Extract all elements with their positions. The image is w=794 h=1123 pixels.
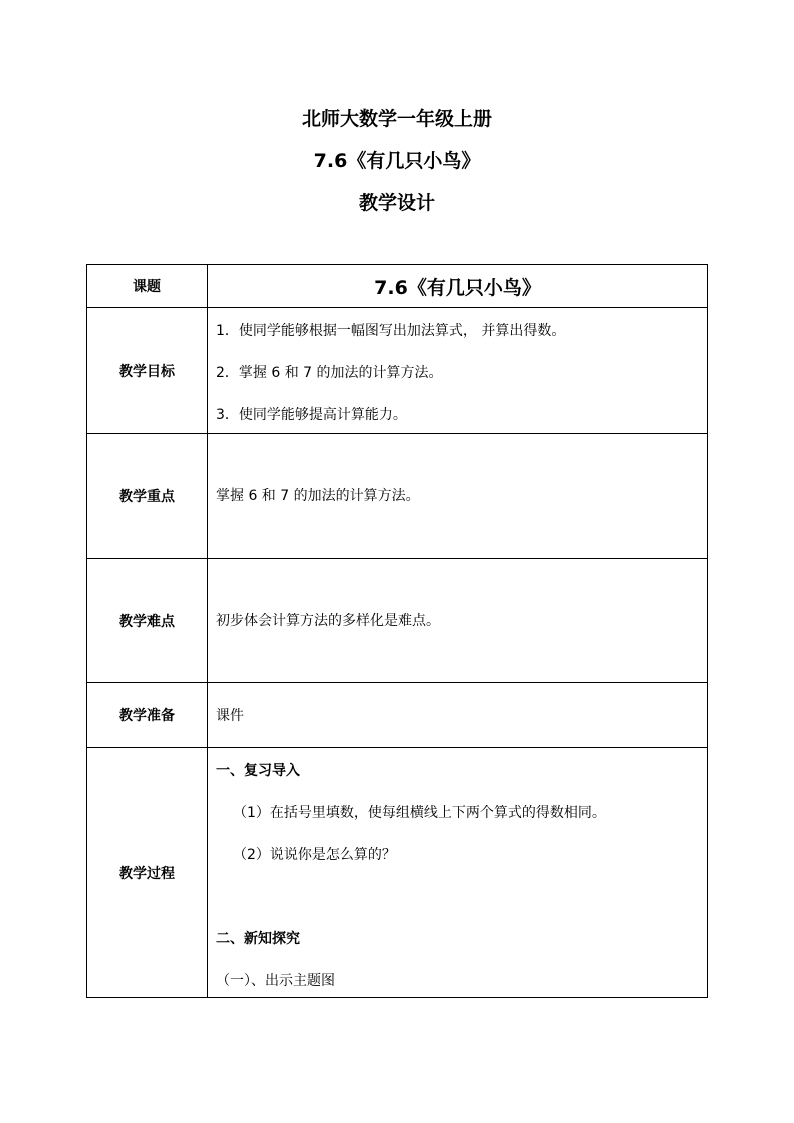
row-objectives <box>87 308 707 434</box>
document-title-lesson: 7.6《有几只小鸟》 <box>313 150 481 172</box>
cell-difficulties <box>208 559 707 682</box>
row-topic <box>87 265 707 308</box>
row-difficulties <box>87 559 707 683</box>
process-step-2: （2）说说你是怎么算的？ <box>233 847 396 863</box>
key-points-text: 掌握 6 和 7 的加法的计算方法。 <box>216 488 420 504</box>
label-preparation: 教学准备 <box>87 683 208 747</box>
document-title-grade: 北师大数学一年级上册 <box>301 108 492 130</box>
label-objectives: 教学目标 <box>87 308 208 433</box>
objective-item-2: 2．掌握 6 和 7 的加法的计算方法。 <box>216 365 443 381</box>
document-title-type: 教学设计 <box>358 192 435 214</box>
cell-objectives <box>208 308 707 433</box>
lesson-plan-table <box>86 264 708 998</box>
row-key-points <box>87 434 707 559</box>
label-topic: 课题 <box>87 265 208 307</box>
process-subsection-1: （一）、出示主题图 <box>216 973 335 989</box>
cell-topic <box>208 265 707 307</box>
topic-value: 7.6《有几只小鸟》 <box>374 276 541 299</box>
row-preparation <box>87 683 707 748</box>
difficulties-text: 初步体会计算方法的多样化是难点。 <box>216 613 440 629</box>
cell-key-points <box>208 434 707 558</box>
label-process: 教学过程 <box>87 748 208 997</box>
label-key-points: 教学重点 <box>87 434 208 558</box>
cell-process <box>208 748 707 997</box>
cell-preparation <box>208 683 707 747</box>
row-process <box>87 748 707 997</box>
preparation-text: 课件 <box>216 708 244 724</box>
label-difficulties: 教学难点 <box>87 559 208 682</box>
objective-item-3: 3．使同学能够提高计算能力。 <box>216 407 407 423</box>
process-section-2-title: 二、新知探究 <box>216 931 300 947</box>
process-section-1-title: 一、复习导入 <box>216 763 300 779</box>
objective-item-1: 1．使同学能够根据一幅图写出加法算式， 并算出得数。 <box>216 323 566 339</box>
process-step-1: （1）在括号里填数，使每组横线上下两个算式的得数相同。 <box>233 805 606 821</box>
